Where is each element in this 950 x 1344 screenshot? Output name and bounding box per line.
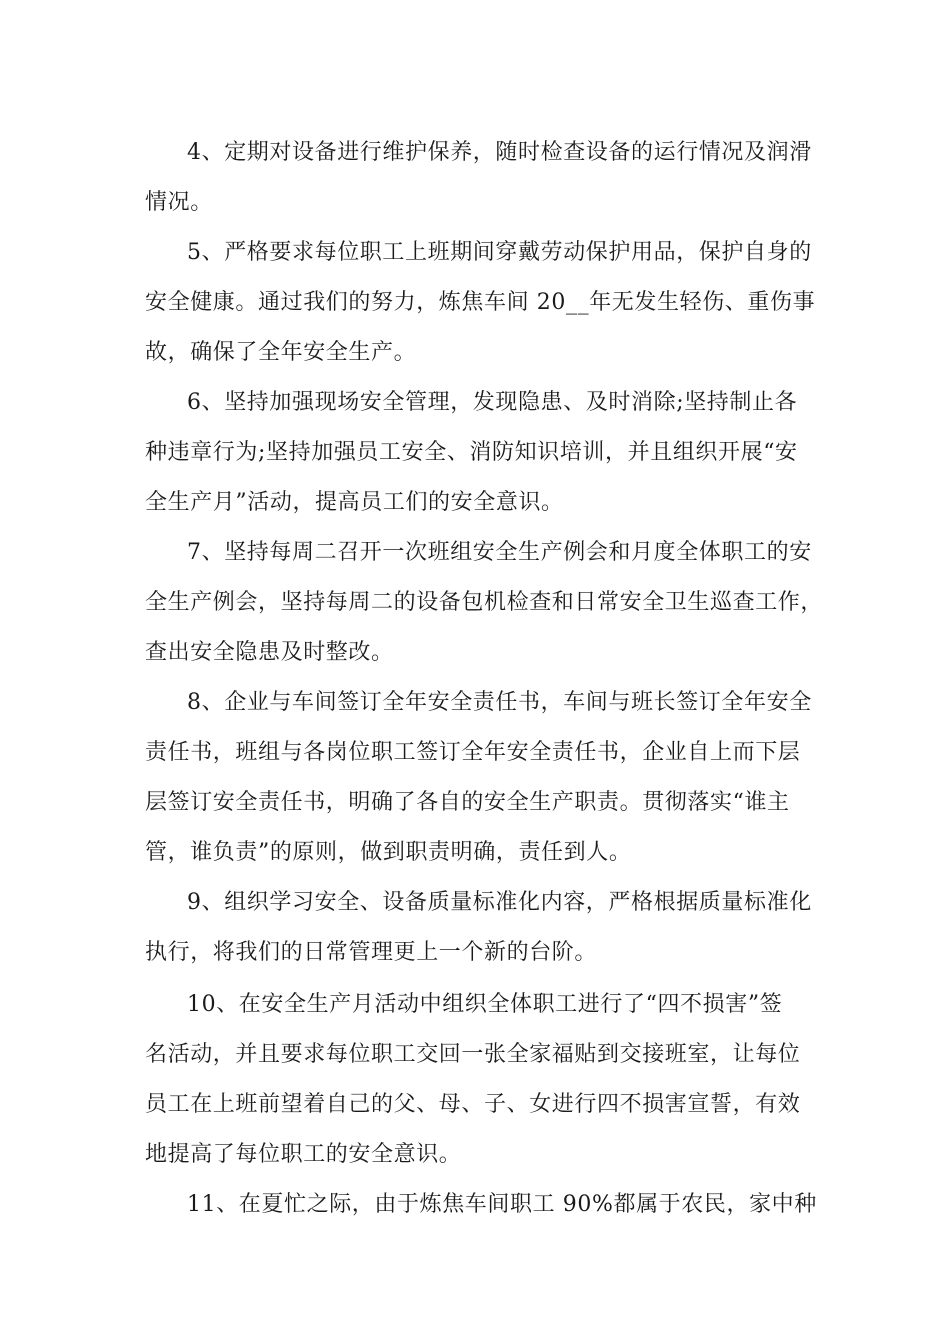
text-line: 名活动，并且要求每位职工交回一张全家福贴到交接班室，让每位 [145, 1042, 801, 1067]
text-line: 查出安全隐患及时整改。 [145, 640, 394, 665]
text-line: 故，确保了全年安全生产。 [145, 340, 417, 365]
text-line: 管，谁负责”的原则，做到职责明确，责任到人。 [145, 840, 632, 865]
text-line: 9、组织学习安全、设备质量标准化内容，严格根据质量标准化 [187, 890, 812, 915]
text-line: 10、在安全生产月活动中组织全体职工进行了“四不损害”签 [187, 992, 783, 1017]
text-line: 全生产月”活动，提高员工们的安全意识。 [145, 490, 564, 515]
text-line: 4、定期对设备进行维护保养，随时检查设备的运行情况及润滑 [187, 140, 812, 165]
text-line: 执行，将我们的日常管理更上一个新的台阶。 [145, 940, 598, 965]
text-line: 层签订安全责任书，明确了各自的安全生产职责。贯彻落实“谁主 [145, 790, 790, 815]
text-line: 11、在夏忙之际，由于炼焦车间职工 90%都属于农民，家中种 [187, 1192, 817, 1217]
text-line: 情况。 [145, 190, 213, 215]
text-line: 8、企业与车间签订全年安全责任书，车间与班长签订全年安全 [187, 690, 812, 715]
text-line: 地提高了每位职工的安全意识。 [145, 1142, 462, 1167]
text-line: 全生产例会，坚持每周二的设备包机检查和日常安全卫生巡查工作， [145, 590, 824, 615]
text-line: 种违章行为;坚持加强员工安全、消防知识培训，并且组织开展“安 [145, 440, 798, 465]
text-line: 安全健康。通过我们的努力，炼焦车间 20__年无发生轻伤、重伤事 [145, 290, 816, 315]
text-line: 责任书，班组与各岗位职工签订全年安全责任书，企业自上而下层 [145, 740, 801, 765]
text-line: 7、坚持每周二召开一次班组安全生产例会和月度全体职工的安 [187, 540, 812, 565]
text-line: 6、坚持加强现场安全管理，发现隐患、及时消除;坚持制止各 [187, 390, 798, 415]
text-line: 5、严格要求每位职工上班期间穿戴劳动保护用品，保护自身的 [187, 240, 812, 265]
text-line: 员工在上班前望着自己的父、母、子、女进行四不损害宣誓，有效 [145, 1092, 801, 1117]
